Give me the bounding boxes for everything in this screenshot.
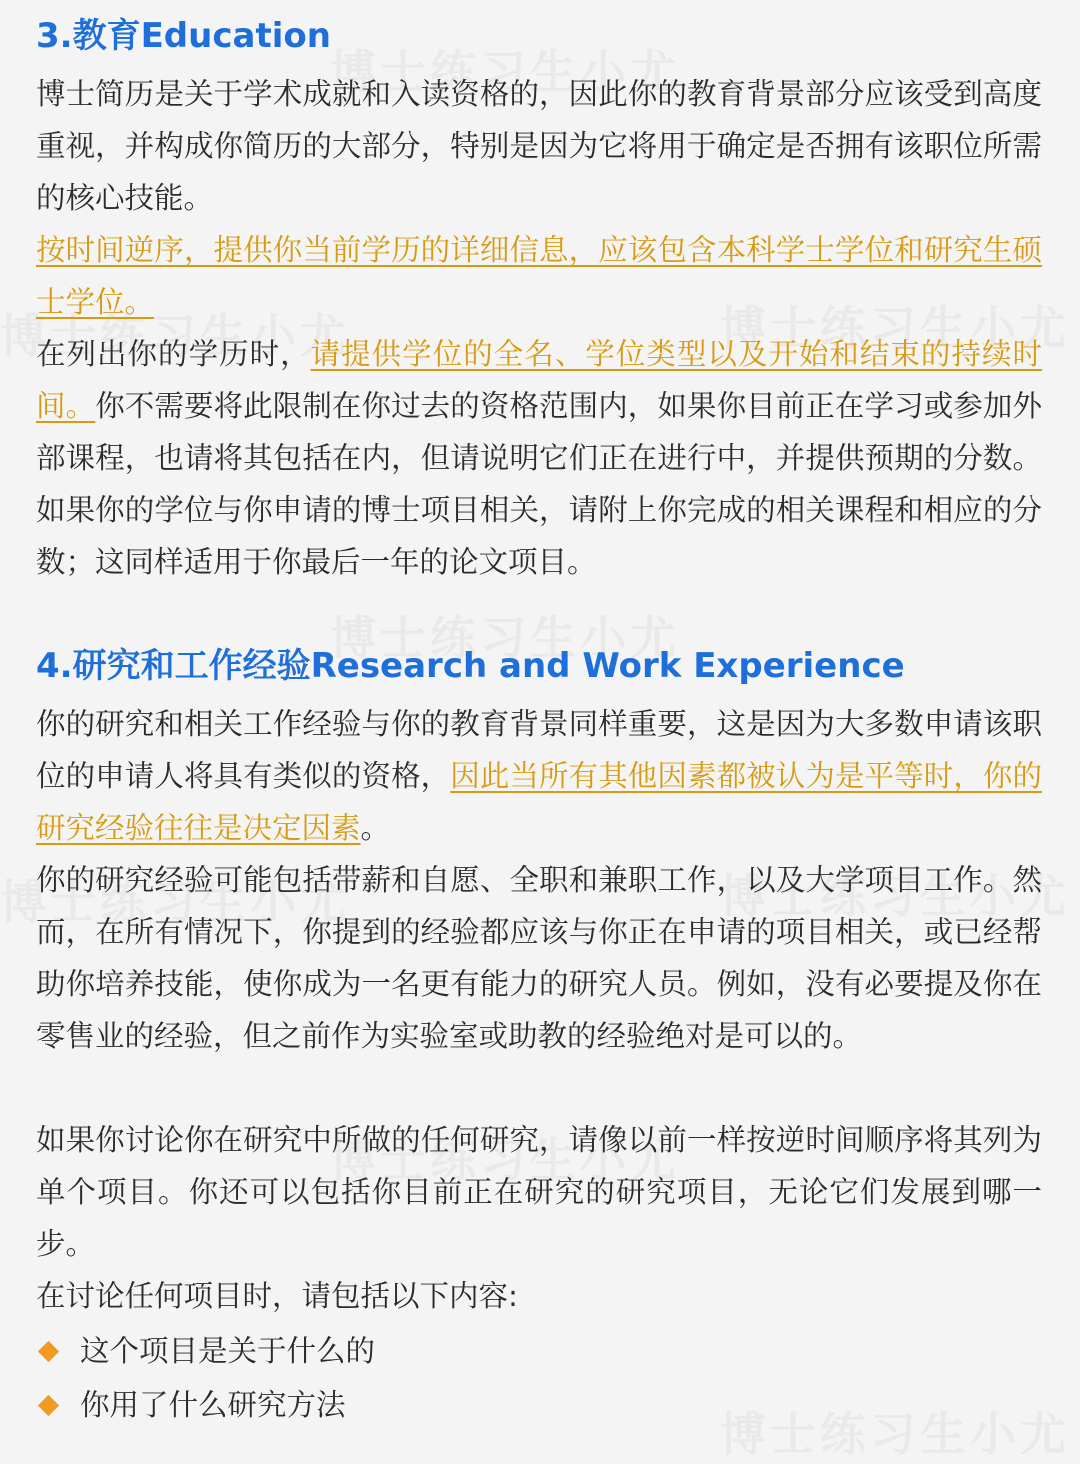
- section-3-paragraph-3: [36, 328, 1042, 588]
- section-3-paragraph-2: [36, 224, 1042, 328]
- list-item: [36, 1378, 375, 1432]
- paragraph-text: 你不需要将此限制在你过去的资格范围内，如果你目前正在学习或参加外部课程，也请将其包括在内，但请说明它们正在进行中，并提供预期的分数。如果你的学位与你申请的博士项目相关，请附上你完成的相关课程和相应的分数；这同样适用于你最后一年的论文项目。: [36, 389, 1042, 579]
- diamond-bullet-icon: [38, 1394, 59, 1415]
- section-3-paragraph-1: 博士简历是关于学术成就和入读资格的，因此你的教育背景部分应该受到高度重视，并构成你简历的大部分，特别是因为它将用于确定是否拥有该职位所需的核心技能。: [36, 77, 1042, 215]
- section-3-heading: 3.教育Education: [36, 16, 331, 56]
- section-4-paragraph-3: 如果你讨论你在研究中所做的任何研究，请像以前一样按逆时间顺序将其列为单个项目。你还可以包括你目前正在研究的研究项目，无论它们发展到哪一步。: [36, 1123, 1042, 1261]
- list-item-label: 这个项目是关于什么的: [80, 1334, 376, 1368]
- watermark: [720, 1398, 1070, 1464]
- section-4-heading: 4.研究和工作经验Research and Work Experience: [36, 646, 905, 686]
- section-4-paragraph-4: 在讨论任何项目时，请包括以下内容:: [36, 1279, 518, 1313]
- section-4-paragraph-2: 你的研究经验可能包括带薪和自愿、全职和兼职工作，以及大学项目工作。然而，在所有情况下，你提到的经验都应该与你正在申请的项目相关，或已经帮助你培养技能，使你成为一名更有能力的研究人员。例如，没有必要提及你在零售业的经验，但之前作为实验室或助教的经验绝对是可以的。: [36, 863, 1042, 1053]
- list-item: [36, 1324, 375, 1378]
- diamond-bullet-icon: [38, 1340, 59, 1361]
- highlighted-text: 请提供学位的全名、学位类型以及开始和结束的持续时间。: [36, 337, 1042, 423]
- project-checklist: [36, 1324, 375, 1432]
- highlighted-text: 按时间逆序，提供你当前学历的详细信息，应该包含本科学士学位和研究生硕士学位。: [36, 233, 1042, 319]
- list-item-label: 你用了什么研究方法: [80, 1388, 346, 1422]
- paragraph-text: 你的研究和相关工作经验与你的教育背景同样重要，这是因为大多数申请该职位的申请人将具有类似的资格，: [36, 707, 1042, 793]
- paragraph-text: 。: [360, 811, 391, 845]
- section-4-paragraph-1: [36, 698, 1042, 854]
- paragraph-text: 在列出你的学历时，: [36, 337, 311, 371]
- highlighted-text: 因此当所有其他因素都被认为是平等时，你的研究经验往往是决定因素: [36, 759, 1042, 845]
